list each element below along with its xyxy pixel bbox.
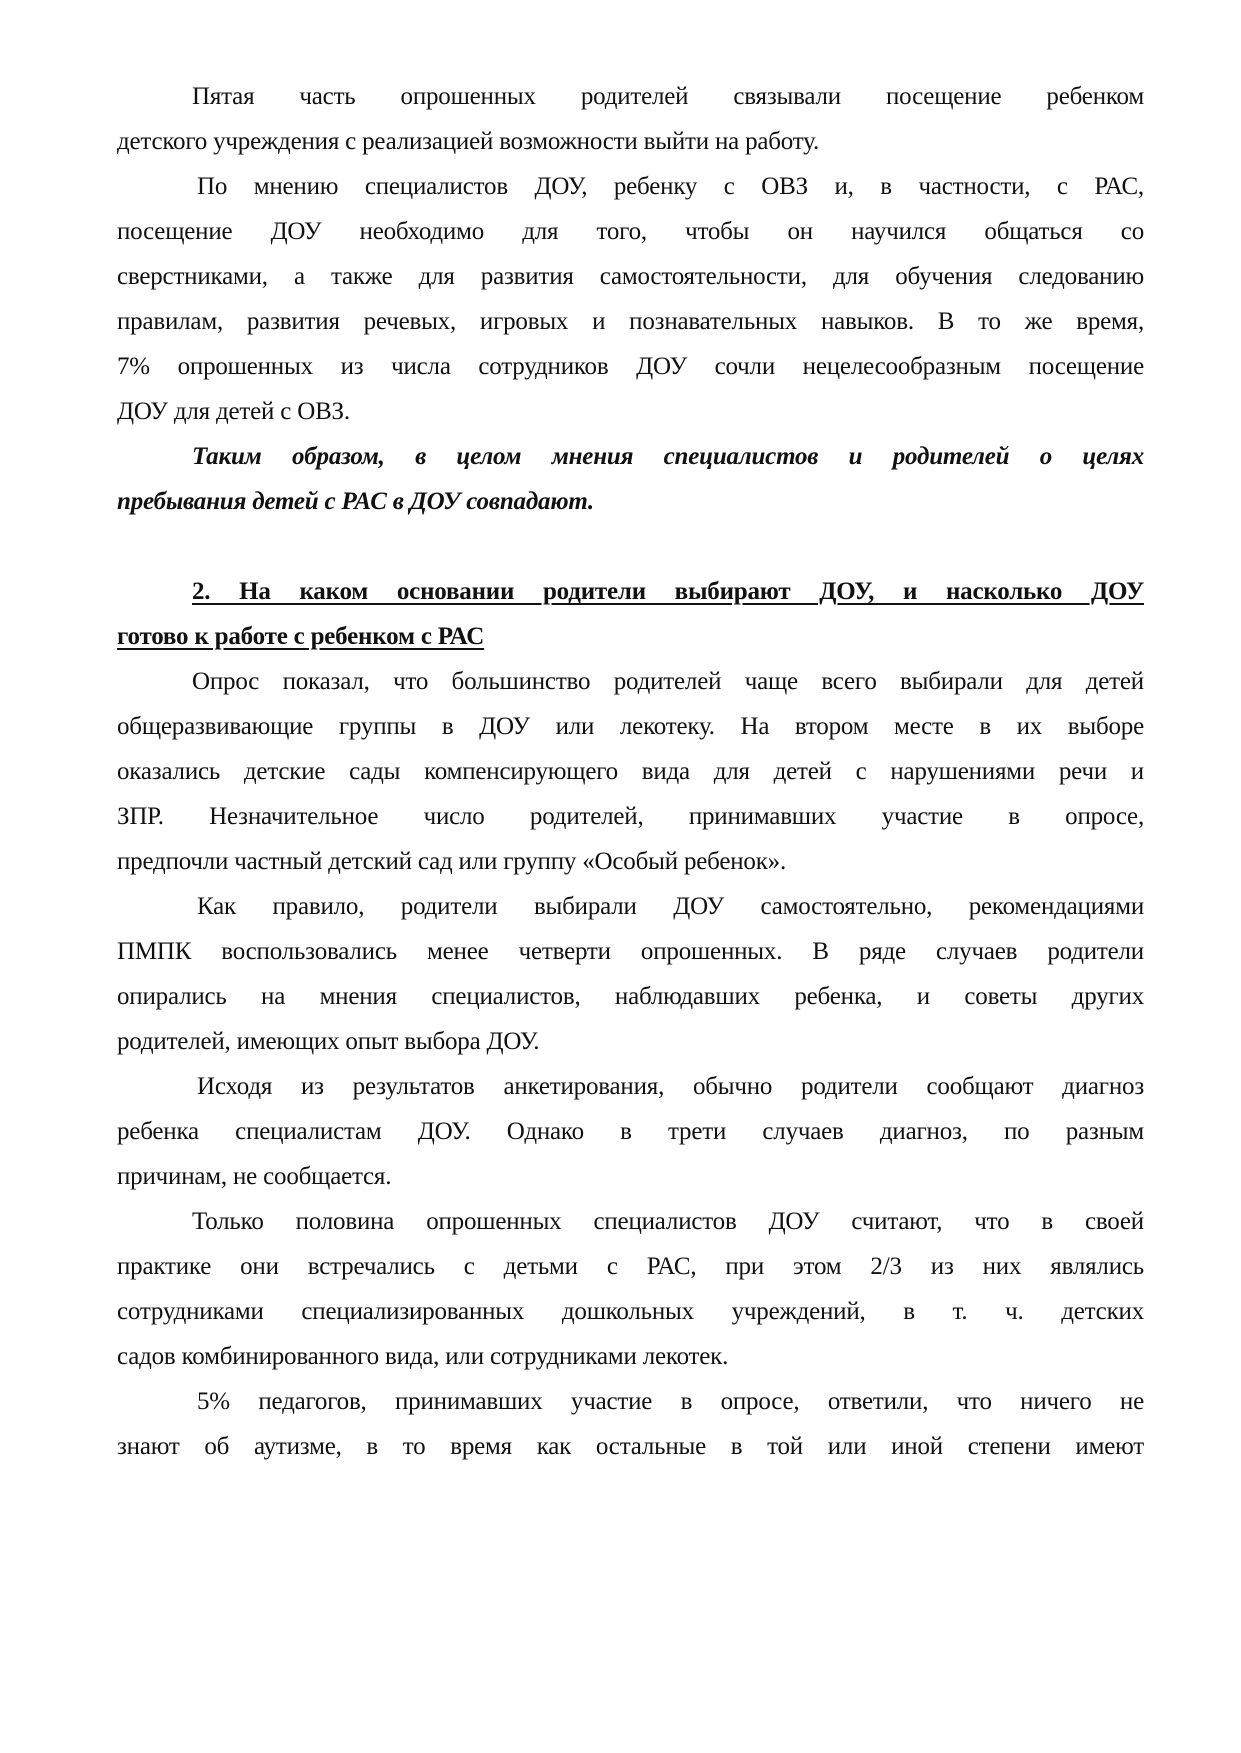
paragraph-2-line-3: сверстниками, а также для развития самостоятельности, для обучения следованию bbox=[117, 263, 1144, 290]
paragraph-7-line-2: практике они встречались с детьми с РАС, при этом 2/3 из них являлись bbox=[117, 1253, 1144, 1280]
paragraph-2-line-2: посещение ДОУ необходимо для того, чтобы он научился общаться со bbox=[117, 218, 1144, 245]
conclusion-line-1: Таким образом, в целом мнения специалистов и родителей о целях bbox=[192, 443, 1144, 470]
paragraph-5-line-3: опирались на мнения специалистов, наблюдавших ребенка, и советы других bbox=[117, 983, 1144, 1010]
paragraph-7-line-4: садов комбинированного вида, или сотрудниками лекотек. bbox=[117, 1343, 729, 1370]
paragraph-6-line-2: ребенка специалистам ДОУ. Однако в трети случаев диагноз, по разным bbox=[117, 1118, 1144, 1145]
paragraph-4-line-4: ЗПР. Незначительное число родителей, принимавших участие в опросе, bbox=[117, 803, 1144, 830]
paragraph-5-line-4: родителей, имеющих опыт выбора ДОУ. bbox=[117, 1028, 540, 1055]
section-heading-line-1: 2. На каком основании родители выбирают ДОУ, и насколько ДОУ bbox=[192, 578, 1144, 605]
paragraph-7-line-1: Только половина опрошенных специалистов ДОУ считают, что в своей bbox=[192, 1208, 1144, 1235]
paragraph-5-line-2: ПМПК воспользовались менее четверти опрошенных. В ряде случаев родители bbox=[117, 938, 1144, 965]
paragraph-8-line-2: знают об аутизме, в то время как остальные в той или иной степени имеют bbox=[117, 1433, 1144, 1460]
paragraph-4-line-1: Опрос показал, что большинство родителей чаще всего выбирали для детей bbox=[192, 668, 1144, 695]
section-heading-line-2: готово к работе с ребенком с РАС bbox=[117, 623, 485, 650]
paragraph-1-line-2: детского учреждения с реализацией возможности выйти на работу. bbox=[117, 128, 820, 155]
conclusion-line-2: пребывания детей с РАС в ДОУ совпадают. bbox=[117, 488, 594, 515]
paragraph-4-line-5: предпочли частный детский сад или группу «Особый ребенок». bbox=[117, 848, 787, 875]
paragraph-7-line-3: сотрудниками специализированных дошкольных учреждений, в т. ч. детских bbox=[117, 1298, 1144, 1325]
paragraph-6-line-1: Исходя из результатов анкетирования, обычно родители сообщают диагноз bbox=[197, 1073, 1144, 1100]
paragraph-1-line-1: Пятая часть опрошенных родителей связывали посещение ребенком bbox=[192, 83, 1144, 110]
paragraph-4-line-2: общеразвивающие группы в ДОУ или лекотеку. На втором месте в их выборе bbox=[117, 713, 1144, 740]
paragraph-4-line-3: оказались детские сады компенсирующего вида для детей с нарушениями речи и bbox=[117, 758, 1144, 785]
paragraph-6-line-3: причинам, не сообщается. bbox=[117, 1163, 392, 1190]
paragraph-2-line-5: 7% опрошенных из числа сотрудников ДОУ сочли нецелесообразным посещение bbox=[117, 353, 1144, 380]
paragraph-2-line-4: правилам, развития речевых, игровых и познавательных навыков. В то же время, bbox=[117, 308, 1144, 335]
paragraph-8-line-1: 5% педагогов, принимавших участие в опросе, ответили, что ничего не bbox=[197, 1388, 1144, 1415]
paragraph-5-line-1: Как правило, родители выбирали ДОУ самостоятельно, рекомендациями bbox=[197, 893, 1144, 920]
paragraph-2-line-1: По мнению специалистов ДОУ, ребенку с ОВЗ и, в частности, с РАС, bbox=[197, 173, 1144, 200]
paragraph-2-line-6: ДОУ для детей с ОВЗ. bbox=[117, 398, 350, 425]
